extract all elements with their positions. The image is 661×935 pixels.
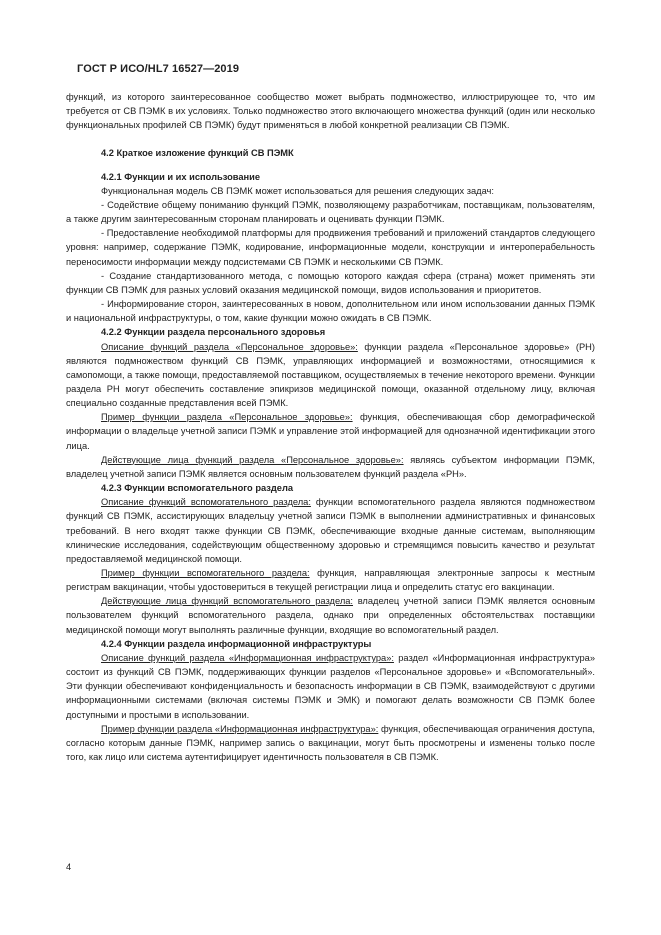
- section-heading: 4.2 Краткое изложение функций СВ ПЭМК: [101, 148, 294, 159]
- paragraph-text: функции вспомогательного раздела являются подмножеством функций СВ ПЭМК, ассистирующих владельцу учетной записи ПЭМК в выполнении административных и финансовых требований. В него входят также функции СВ ПЭМК, обеспечивающие входные данные системам, выполняющим клинические исследования, содействующим общественному здоровью и стремящимся повысить качество и результат предоставляемой медицинской помощи.: [66, 497, 595, 564]
- paragraph-text: - Создание стандартизованного метода, с помощью которого каждая сфера (страна) может применять эти функции СВ ПЭМК для разных условий оказания медицинской помощи, видов использования и приоритетов.: [66, 270, 595, 295]
- paragraph-text: являясь субъектом информации ПЭМК, владелец учетной записи ПЭМК является основным пользователем функций раздела «PH».: [66, 454, 595, 479]
- body-paragraph: [66, 90, 595, 132]
- paragraph-lead-term: Описание функций вспомогательного раздела:: [101, 497, 311, 508]
- body-paragraph: [66, 453, 595, 481]
- body-paragraph: [66, 495, 595, 566]
- body-paragraph: [66, 566, 595, 594]
- document-body: [66, 90, 595, 764]
- body-paragraph: [66, 340, 595, 411]
- section-heading: 4.2.4 Функции раздела информационной инфраструктуры: [101, 638, 372, 649]
- paragraph-text: Функциональная модель СВ ПЭМК может использоваться для решения следующих задач:: [101, 185, 494, 196]
- paragraph-text: функция, обеспечивающая ограничения доступа, согласно которым данные ПЭМК, например запись о вакцинации, могут быть просмотрены и изменены только после того, как лицо или система аутентифицирует идентичность пользователя в СВ ПЭМК.: [66, 723, 595, 763]
- body-paragraph: [66, 198, 595, 226]
- body-paragraph: [66, 184, 595, 198]
- paragraph-lead-term: Пример функции раздела «Информационная инфраструктура»:: [101, 723, 379, 734]
- document-header: ГОСТ Р ИСО/HL7 16527—2019: [77, 63, 240, 75]
- paragraph-text: - Содействие общему пониманию функций ПЭМК, позволяющему разработчикам, поставщикам, пользователям, а также другим заинтересованным сторонам планировать и оценивать функции ПЭМК.: [66, 199, 595, 225]
- body-paragraph: [66, 269, 595, 297]
- paragraph-lead-term: Действующие лица функций раздела «Персональное здоровье»:: [101, 454, 404, 465]
- paragraph-text: - Информирование сторон, заинтересованных в новом, дополнительном или ином использовании данных ПЭМК и национальной инфраструктуры, о том, какие функции можно ожидать в СВ ПЭМК.: [66, 299, 595, 324]
- body-paragraph: [66, 651, 595, 722]
- paragraph-text: раздел «Информационная инфраструктура» состоит из функций СВ ПЭМК, поддерживающих функции разделов «Персональное здоровье» и «Вспомогательный». Эти функции обеспечивают конфиденциальность и безопасность информации в СВ ПЭМК, взаимодействуют с другими информационными системами (включая системы ПЭМК и ЭМК) и помогают делать возможности СВ ПЭМК более доступными и простыми в использовании.: [66, 652, 595, 720]
- paragraph-text: функция, обеспечивающая сбор демографической информации о владельце учетной записи ПЭМК и управление этой информацией для однозначной идентификации этого лица.: [66, 412, 595, 451]
- section-heading: 4.2.3 Функции вспомогательного раздела: [101, 483, 294, 494]
- body-paragraph: [66, 594, 595, 636]
- paragraph-lead-term: Описание функций раздела «Персональное здоровье»:: [101, 341, 358, 352]
- paragraph-text: функции раздела «Персональное здоровье» (PH) являются подмножеством функций СВ ПЭМК, управляющих информацией и возможностями, относящимися к самопомощи, а также помощи, предоставляемой поставщиком, осуществляемых в течение некоторого времени. Функции раздела PH могут обеспечить составление эпикризов медицинской помощи, оказанной отдельному лицу, включая специально созданные представления всей ПЭМК.: [66, 341, 595, 409]
- body-paragraph: [66, 410, 595, 452]
- paragraph-lead-term: Пример функции раздела «Персональное здоровье»:: [101, 412, 353, 423]
- page-number: 4: [66, 862, 72, 872]
- paragraph-text: функций, из которого заинтересованное сообщество может выбрать подмножество, иллюстрирующее то, что им требуется от СВ ПЭМК в их условиях. Только подмножество этого включающего множества функций (один или несколько функциональных профилей СВ ПЭМК) будут применяться в любой конкретной реализации СВ ПЭМК.: [66, 92, 595, 131]
- paragraph-lead-term: Описание функций раздела «Информационная инфраструктура»:: [101, 652, 394, 663]
- paragraph-lead-term: Пример функции вспомогательного раздела:: [101, 568, 310, 578]
- body-paragraph: [66, 297, 595, 325]
- section-heading: 4.2.2 Функции раздела персонального здоровья: [101, 327, 326, 338]
- paragraph-text: функция, направляющая электронные запросы к местным регистрам вакцинации, чтобы удостовериться в текущей регистрации лица и определить статус его вакцинации.: [66, 568, 595, 593]
- body-paragraph: [66, 226, 595, 268]
- paragraph-text: владелец учетной записи ПЭМК является основным пользователем функций вспомогательного раздела, однако при определенных обстоятельствах поставщики медицинской помощи могут выполнять различные функции, входящие во вспомогательный раздел.: [66, 596, 595, 635]
- paragraph-lead-term: Действующие лица функций вспомогательного раздела:: [101, 596, 354, 607]
- paragraph-text: - Предоставление необходимой платформы для продвижения требований и приложений стандартов следующего уровня: например, содержание ПЭМК, кодирование, информационные модели, конструкции и интероперабельность переносимости информации между подсистемами СВ ПЭМК и несколькими СВ ПЭМК.: [66, 228, 595, 267]
- body-paragraph: [66, 722, 595, 764]
- section-heading: 4.2.1 Функции и их использование: [101, 171, 261, 182]
